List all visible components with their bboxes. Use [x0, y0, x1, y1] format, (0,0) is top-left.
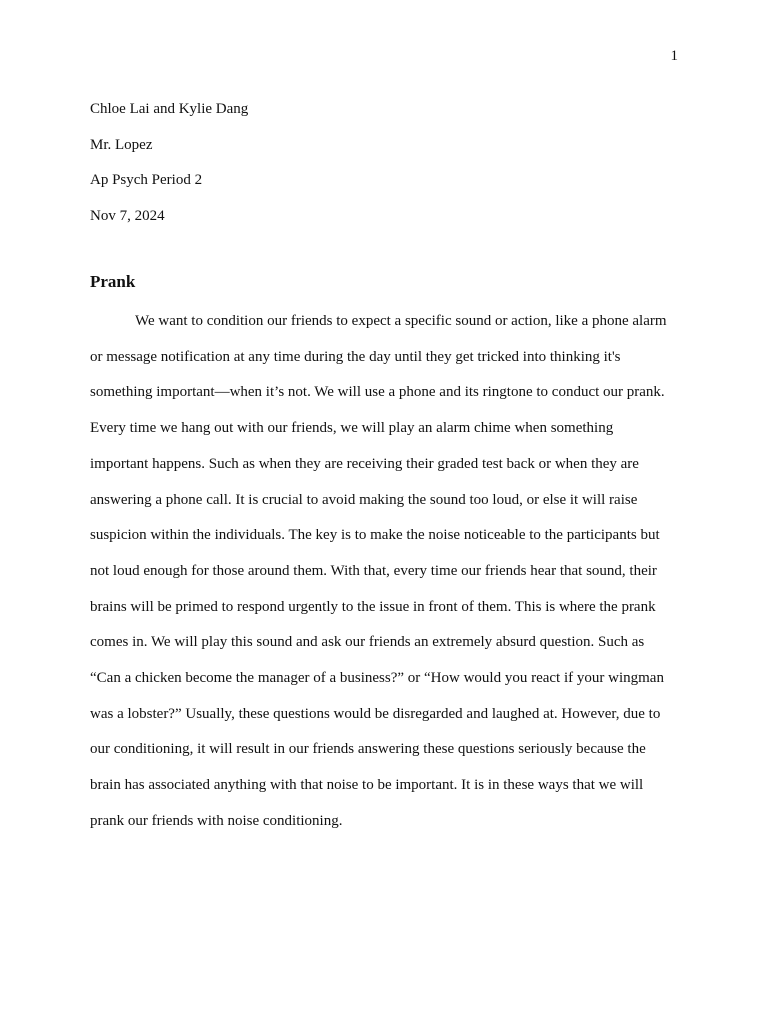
body-line: Every time we hang out with our friends, we will play an alarm chime when something — [90, 420, 614, 437]
instructor-name: Mr. Lopez — [90, 136, 153, 153]
body-line: answering a phone call. It is crucial to avoid making the sound too loud, or else it will raise — [90, 491, 638, 508]
body-line: We want to condition our friends to expect a specific sound or action, like a phone alarm — [135, 313, 667, 329]
document-title: Prank — [90, 272, 136, 291]
body-line: prank our friends with noise conditioning. — [90, 812, 343, 829]
body-line: suspicion within the individuals. The key is to make the noise noticeable to the participants but — [90, 527, 660, 544]
body-line: or message notification at any time during the day until they get tricked into thinking it's — [90, 348, 621, 365]
body-line: our conditioning, it will result in our friends answering these questions seriously because the — [90, 741, 646, 758]
body-line: not loud enough for those around them. With that, every time our friends hear that sound, their — [90, 562, 657, 579]
course-name: Ap Psych Period 2 — [90, 172, 203, 189]
body-line: brains will be primed to respond urgently to the issue in front of them. This is where the prank — [90, 598, 656, 615]
body-line: something important—when it’s not. We will use a phone and its ringtone to conduct our prank. — [90, 384, 665, 401]
mla-heading — [90, 92, 678, 235]
body-line: important happens. Such as when they are receiving their graded test back or when they are — [90, 455, 639, 472]
page-number: 1 — [670, 48, 678, 64]
document-date: Nov 7, 2024 — [90, 208, 165, 225]
author-names: Chloe Lai and Kylie Dang — [90, 101, 249, 117]
body-line: was a lobster?” Usually, these questions would be disregarded and laughed at. However, due to — [90, 705, 661, 722]
body-line: brain has associated anything with that noise to be important. It is in these ways that we will — [90, 777, 644, 794]
body-line: comes in. We will play this sound and ask our friends an extremely absurd question. Such as — [90, 634, 645, 651]
body-line: “Can a chicken become the manager of a business?” or “How would you react if your wingman — [90, 670, 664, 687]
body-paragraph — [90, 304, 690, 840]
